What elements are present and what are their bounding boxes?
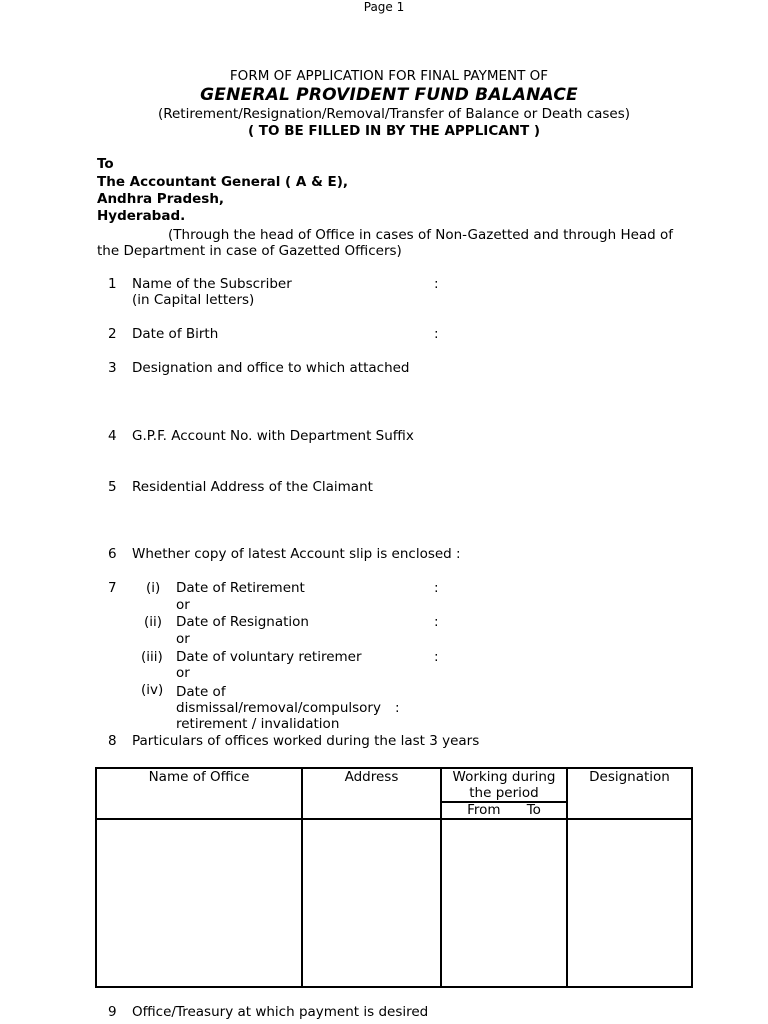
item-label-gpf-account: G.P.F. Account No. with Department Suffix — [132, 428, 414, 444]
item-label-dismissal: dismissal/removal/compulsory — [176, 700, 381, 716]
item-number: 3 — [108, 360, 117, 376]
form-title-cases: (Retirement/Resignation/Removal/Transfer of Balance or Death cases) — [157, 106, 631, 122]
item-colon: : — [434, 580, 439, 596]
item-number: 2 — [108, 326, 117, 342]
item-label-date-of-birth: Date of Birth — [132, 326, 219, 342]
col-header-address: Address — [302, 768, 441, 819]
col-header-working-line2: the period — [469, 785, 539, 801]
form-title-main: GENERAL PROVIDENT FUND BALANACE — [200, 85, 578, 105]
table-cell-name-of-office[interactable] — [96, 819, 302, 987]
roman-numeral: (ii) — [144, 614, 163, 630]
item-label-payment-office: Office/Treasury at which payment is desired — [132, 1004, 429, 1020]
item-colon: : — [434, 649, 439, 665]
item-colon: : — [395, 700, 400, 716]
item-label-offices-worked: Particulars of offices worked during the last 3 years — [132, 733, 480, 749]
item-label-residential-address: Residential Address of the Claimant — [132, 479, 373, 495]
roman-numeral: (iii) — [141, 649, 163, 665]
table-cell-working-period[interactable] — [441, 819, 567, 987]
item-label-date-of: Date of — [176, 684, 226, 700]
item-number: 8 — [108, 733, 117, 749]
item-sublabel-capital: (in Capital letters) — [132, 292, 255, 308]
col-header-name-of-office: Name of Office — [96, 768, 302, 819]
address-line1: The Accountant General ( A & E), — [97, 174, 349, 190]
col-header-to: To — [526, 802, 541, 818]
address-line2: Andhra Pradesh, — [97, 191, 225, 207]
item-label-invalidation: retirement / invalidation — [176, 716, 340, 732]
item-label-subscriber-name: Name of the Subscriber — [132, 276, 292, 292]
form-title-instruction: ( TO BE FILLED IN BY THE APPLICANT ) — [247, 123, 541, 139]
table-header-row — [96, 768, 692, 819]
item-number: 6 — [108, 546, 117, 562]
item-colon: : — [434, 614, 439, 630]
col-header-working-line1: Working during — [452, 769, 556, 785]
item-colon: : — [434, 326, 439, 342]
item-number: 5 — [108, 479, 117, 495]
address-to: To — [97, 156, 114, 172]
table-cell-designation[interactable] — [567, 819, 692, 987]
item-label-date-of-retirement: Date of Retirement — [176, 580, 305, 596]
item-number: 7 — [108, 580, 117, 596]
or-text: or — [176, 597, 190, 613]
roman-numeral: (i) — [146, 580, 161, 596]
roman-numeral: (iv) — [141, 682, 164, 698]
item-number: 1 — [108, 276, 117, 292]
or-text: or — [176, 665, 190, 681]
item-number: 9 — [108, 1004, 117, 1020]
col-header-working-period — [441, 768, 567, 819]
page-number: Page 1 — [363, 0, 405, 14]
col-header-from: From — [467, 802, 501, 818]
item-number: 4 — [108, 428, 117, 444]
item-label-designation: Designation and office to which attached — [132, 360, 410, 376]
address-note: (Through the head of Office in cases of Non-Gazetted and through Head of the Department in case of Gazetted Officers) — [97, 227, 674, 259]
table-row — [96, 819, 692, 987]
form-title-line1: FORM OF APPLICATION FOR FINAL PAYMENT OF — [229, 68, 549, 84]
col-header-designation: Designation — [567, 768, 692, 819]
item-label-account-slip: Whether copy of latest Account slip is enclosed : — [132, 546, 461, 562]
item-label-date-of-resignation: Date of Resignation — [176, 614, 309, 630]
item-label-voluntary-retirement: Date of voluntary retiremer — [176, 649, 362, 665]
or-text: or — [176, 631, 190, 647]
offices-table — [95, 767, 693, 988]
address-line3: Hyderabad. — [97, 208, 186, 224]
item-colon: : — [434, 276, 439, 292]
table-cell-address[interactable] — [302, 819, 441, 987]
